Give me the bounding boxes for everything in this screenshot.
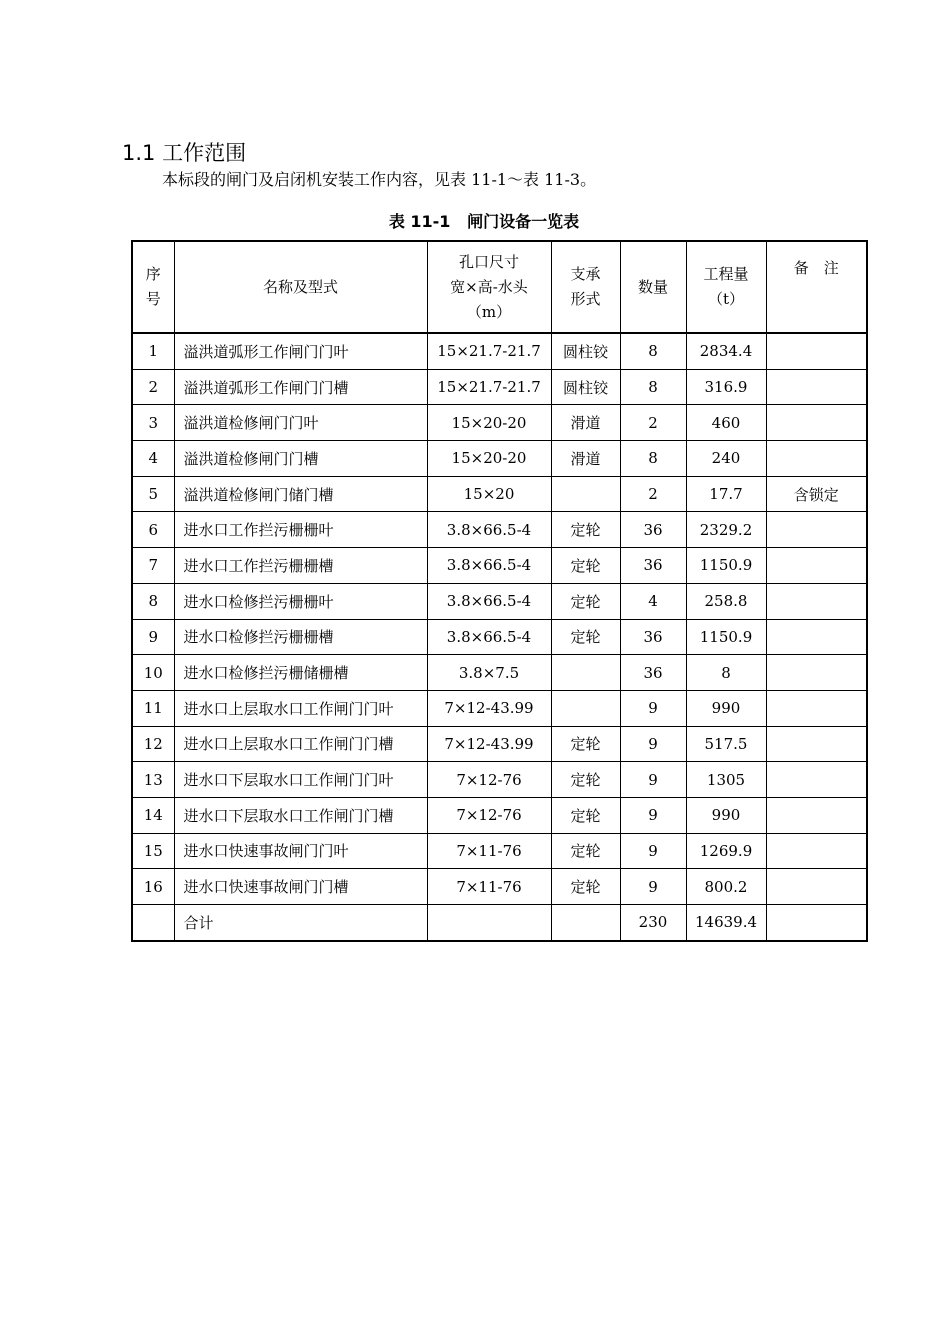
cell-weight: 17.7 bbox=[686, 476, 766, 512]
cell-weight: 800.2 bbox=[686, 869, 766, 905]
cell-size: 7×12-43.99 bbox=[427, 690, 551, 726]
table-row bbox=[132, 405, 867, 441]
cell-remarks bbox=[766, 333, 867, 369]
cell-support: 定轮 bbox=[551, 833, 620, 869]
cell-size: 15×20-20 bbox=[427, 405, 551, 441]
header-support-line1: 支承 bbox=[570, 265, 601, 283]
cell-qty: 9 bbox=[620, 797, 686, 833]
table-row bbox=[132, 333, 867, 369]
cell-seq bbox=[132, 905, 174, 941]
table-row bbox=[132, 833, 867, 869]
table-row bbox=[132, 690, 867, 726]
cell-support: 定轮 bbox=[551, 797, 620, 833]
cell-remarks bbox=[766, 583, 867, 619]
cell-weight: 8 bbox=[686, 655, 766, 691]
cell-size: 3.8×7.5 bbox=[427, 655, 551, 691]
header-remarks: 备 注 bbox=[766, 241, 867, 333]
cell-weight: 316.9 bbox=[686, 369, 766, 405]
table-row bbox=[132, 905, 867, 941]
cell-weight: 990 bbox=[686, 690, 766, 726]
table-header-row bbox=[132, 241, 867, 333]
cell-qty: 4 bbox=[620, 583, 686, 619]
header-size-line1: 孔口尺寸 bbox=[458, 252, 519, 271]
table-row bbox=[132, 476, 867, 512]
cell-name: 溢洪道检修闸门门槽 bbox=[174, 441, 427, 477]
cell-name: 溢洪道弧形工作闸门门槽 bbox=[174, 369, 427, 405]
cell-qty: 9 bbox=[620, 869, 686, 905]
cell-size bbox=[427, 905, 551, 941]
table-row bbox=[132, 548, 867, 584]
cell-name: 进水口检修拦污栅储栅槽 bbox=[174, 655, 427, 691]
cell-seq: 13 bbox=[132, 762, 174, 798]
cell-remarks bbox=[766, 548, 867, 584]
cell-seq: 6 bbox=[132, 512, 174, 548]
header-support-line2: 形式 bbox=[570, 290, 601, 308]
cell-support: 定轮 bbox=[551, 583, 620, 619]
cell-qty: 9 bbox=[620, 833, 686, 869]
cell-size: 3.8×66.5-4 bbox=[427, 512, 551, 548]
cell-qty: 8 bbox=[620, 441, 686, 477]
cell-remarks bbox=[766, 690, 867, 726]
table-caption: 表 11-1 闸门设备一览表 bbox=[388, 212, 580, 231]
cell-seq: 4 bbox=[132, 441, 174, 477]
cell-size: 15×21.7-21.7 bbox=[427, 369, 551, 405]
cell-seq: 7 bbox=[132, 548, 174, 584]
table-row bbox=[132, 726, 867, 762]
cell-qty: 8 bbox=[620, 369, 686, 405]
cell-size: 7×12-76 bbox=[427, 762, 551, 798]
cell-weight: 1150.9 bbox=[686, 548, 766, 584]
cell-remarks bbox=[766, 797, 867, 833]
cell-qty: 36 bbox=[620, 512, 686, 548]
cell-seq: 5 bbox=[132, 476, 174, 512]
table-body bbox=[132, 333, 867, 941]
cell-qty: 9 bbox=[620, 690, 686, 726]
cell-support: 定轮 bbox=[551, 726, 620, 762]
cell-size: 7×12-76 bbox=[427, 797, 551, 833]
cell-weight: 460 bbox=[686, 405, 766, 441]
cell-name: 进水口快速事故闸门门叶 bbox=[174, 833, 427, 869]
intro-paragraph: 本标段的闸门及启闭机安装工作内容，见表 11-1～表 11-3。 bbox=[162, 170, 597, 189]
cell-name: 进水口快速事故闸门门槽 bbox=[174, 869, 427, 905]
cell-remarks bbox=[766, 869, 867, 905]
cell-weight: 2834.4 bbox=[686, 333, 766, 369]
cell-name: 进水口工作拦污栅栅槽 bbox=[174, 548, 427, 584]
cell-size: 15×21.7-21.7 bbox=[427, 333, 551, 369]
cell-seq: 11 bbox=[132, 690, 174, 726]
header-name: 名称及型式 bbox=[174, 241, 427, 333]
cell-remarks bbox=[766, 512, 867, 548]
cell-name: 进水口工作拦污栅栅叶 bbox=[174, 512, 427, 548]
cell-remarks bbox=[766, 655, 867, 691]
section-heading: 1.1 工作范围 bbox=[122, 141, 247, 165]
cell-support bbox=[551, 655, 620, 691]
cell-seq: 16 bbox=[132, 869, 174, 905]
cell-name: 合计 bbox=[174, 905, 427, 941]
cell-remarks bbox=[766, 726, 867, 762]
header-seq-line1: 序 bbox=[145, 265, 161, 283]
header-seq bbox=[132, 241, 174, 333]
cell-support: 定轮 bbox=[551, 619, 620, 655]
header-weight-line1: 工程量 bbox=[703, 265, 749, 283]
cell-weight: 990 bbox=[686, 797, 766, 833]
cell-support: 定轮 bbox=[551, 548, 620, 584]
cell-name: 进水口检修拦污栅栅槽 bbox=[174, 619, 427, 655]
cell-support bbox=[551, 690, 620, 726]
header-size-line3: （m） bbox=[466, 302, 512, 321]
header-weight bbox=[686, 241, 766, 333]
cell-seq: 12 bbox=[132, 726, 174, 762]
cell-weight: 2329.2 bbox=[686, 512, 766, 548]
cell-name: 溢洪道弧形工作闸门门叶 bbox=[174, 333, 427, 369]
cell-support: 圆柱铰 bbox=[551, 369, 620, 405]
cell-remarks bbox=[766, 833, 867, 869]
cell-remarks bbox=[766, 905, 867, 941]
cell-name: 溢洪道检修闸门储门槽 bbox=[174, 476, 427, 512]
cell-support: 定轮 bbox=[551, 869, 620, 905]
cell-weight: 1305 bbox=[686, 762, 766, 798]
cell-size: 3.8×66.5-4 bbox=[427, 583, 551, 619]
cell-seq: 8 bbox=[132, 583, 174, 619]
cell-support bbox=[551, 905, 620, 941]
cell-seq: 14 bbox=[132, 797, 174, 833]
cell-remarks bbox=[766, 762, 867, 798]
cell-name: 进水口检修拦污栅栅叶 bbox=[174, 583, 427, 619]
cell-support: 圆柱铰 bbox=[551, 333, 620, 369]
cell-qty: 2 bbox=[620, 405, 686, 441]
cell-qty: 9 bbox=[620, 726, 686, 762]
cell-size: 15×20 bbox=[427, 476, 551, 512]
cell-remarks bbox=[766, 441, 867, 477]
cell-remarks bbox=[766, 405, 867, 441]
cell-size: 7×11-76 bbox=[427, 869, 551, 905]
cell-qty: 36 bbox=[620, 619, 686, 655]
table-row bbox=[132, 512, 867, 548]
cell-remarks bbox=[766, 369, 867, 405]
header-size-line2: 宽×高-水头 bbox=[450, 277, 528, 296]
header-support bbox=[551, 241, 620, 333]
cell-weight: 1269.9 bbox=[686, 833, 766, 869]
cell-qty: 2 bbox=[620, 476, 686, 512]
cell-size: 7×12-43.99 bbox=[427, 726, 551, 762]
cell-weight: 258.8 bbox=[686, 583, 766, 619]
cell-seq: 15 bbox=[132, 833, 174, 869]
cell-seq: 2 bbox=[132, 369, 174, 405]
cell-seq: 1 bbox=[132, 333, 174, 369]
header-qty: 数量 bbox=[620, 241, 686, 333]
cell-name: 进水口下层取水口工作闸门门叶 bbox=[174, 762, 427, 798]
cell-name: 进水口上层取水口工作闸门门槽 bbox=[174, 726, 427, 762]
cell-support: 定轮 bbox=[551, 512, 620, 548]
cell-size: 3.8×66.5-4 bbox=[427, 619, 551, 655]
cell-seq: 10 bbox=[132, 655, 174, 691]
cell-qty: 230 bbox=[620, 905, 686, 941]
header-weight-line2: （t） bbox=[707, 290, 745, 308]
cell-remarks bbox=[766, 619, 867, 655]
cell-qty: 8 bbox=[620, 333, 686, 369]
cell-qty: 36 bbox=[620, 655, 686, 691]
cell-qty: 9 bbox=[620, 762, 686, 798]
cell-weight: 14639.4 bbox=[686, 905, 766, 941]
cell-name: 进水口上层取水口工作闸门门叶 bbox=[174, 690, 427, 726]
cell-weight: 240 bbox=[686, 441, 766, 477]
cell-seq: 3 bbox=[132, 405, 174, 441]
table-row bbox=[132, 869, 867, 905]
cell-support bbox=[551, 476, 620, 512]
cell-support: 滑道 bbox=[551, 405, 620, 441]
gate-equipment-table bbox=[131, 240, 868, 942]
cell-qty: 36 bbox=[620, 548, 686, 584]
cell-name: 进水口下层取水口工作闸门门槽 bbox=[174, 797, 427, 833]
cell-size: 3.8×66.5-4 bbox=[427, 548, 551, 584]
table-row bbox=[132, 762, 867, 798]
header-size bbox=[427, 241, 551, 333]
cell-weight: 517.5 bbox=[686, 726, 766, 762]
table-row bbox=[132, 369, 867, 405]
header-seq-line2: 号 bbox=[145, 290, 161, 308]
table-row bbox=[132, 655, 867, 691]
table-row bbox=[132, 583, 867, 619]
cell-remarks: 含锁定 bbox=[766, 476, 867, 512]
cell-support: 滑道 bbox=[551, 441, 620, 477]
cell-seq: 9 bbox=[132, 619, 174, 655]
table-row bbox=[132, 441, 867, 477]
cell-name: 溢洪道检修闸门门叶 bbox=[174, 405, 427, 441]
cell-support: 定轮 bbox=[551, 762, 620, 798]
cell-size: 15×20-20 bbox=[427, 441, 551, 477]
table-row bbox=[132, 797, 867, 833]
table-row bbox=[132, 619, 867, 655]
cell-weight: 1150.9 bbox=[686, 619, 766, 655]
cell-size: 7×11-76 bbox=[427, 833, 551, 869]
